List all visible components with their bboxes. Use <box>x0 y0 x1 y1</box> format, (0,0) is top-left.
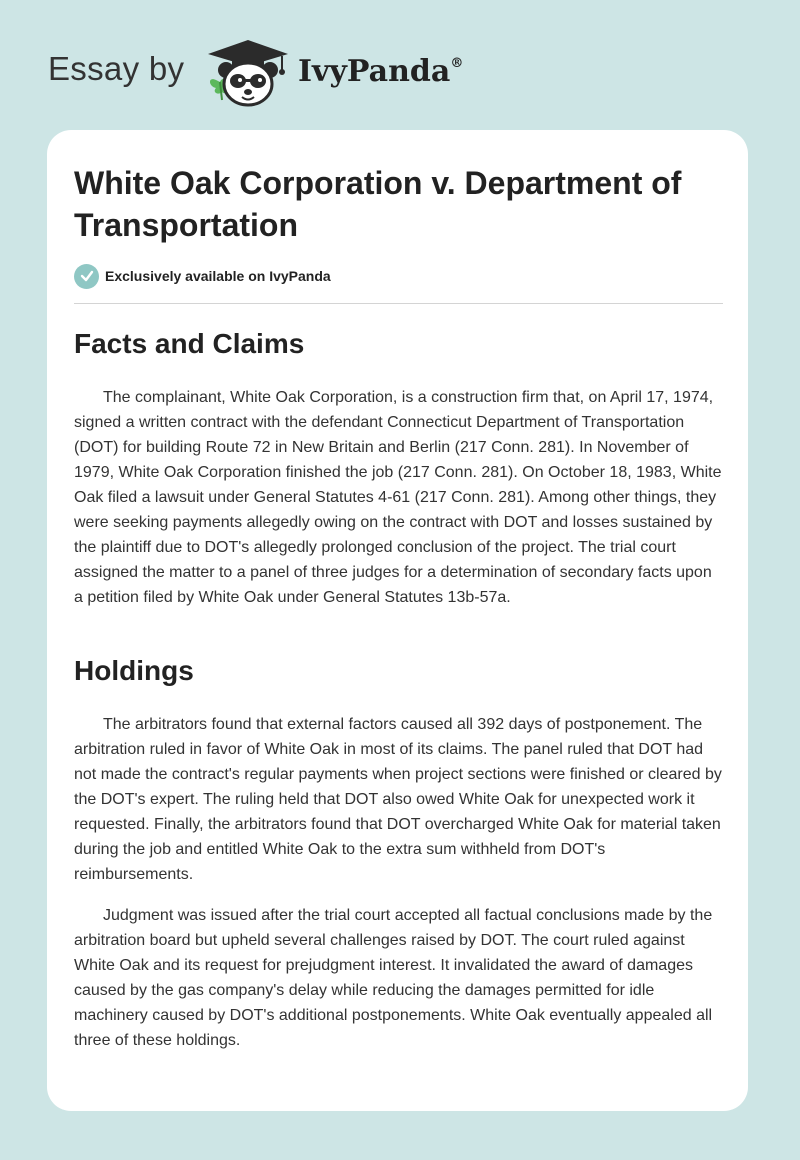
brand-name[interactable]: IvyPanda® <box>298 54 464 89</box>
checkmark-icon <box>74 264 99 289</box>
page-title: White Oak Corporation v. Department of Transportation <box>74 165 682 243</box>
essay-by-label: Essay by <box>48 50 185 87</box>
paragraph-facts: The complainant, White Oak Corporation, is a construction firm that, on April 17, 1974, signed a written contract with the defendant Connecticut Department of Transportation (DOT) for building Route 72 in New Britain and Berlin (217 Conn. 281). In November of 1979, White Oak Corporation finished the job (217 Conn. 281). On October 18, 1983, White Oak filed a lawsuit under General Statutes 4-61 (217 Conn. 281). Among other things, they were seeking payments allegedly owing on the contract with DOT and losses sustained by the plaintiff due to DOT's allegedly prolonged conclusion of the project. The trial court assigned the matter to a panel of three judges for a determination of secondary facts upon a petition filed by White Oak under General Statutes 13b-57a. <box>74 389 722 606</box>
site-header <box>0 0 800 130</box>
section-heading-holdings: Holdings <box>74 655 194 686</box>
section-heading-facts: Facts and Claims <box>74 328 305 359</box>
ivypanda-logo-icon[interactable] <box>202 36 294 108</box>
essay-card <box>47 130 748 1111</box>
exclusive-badge-label: Exclusively available on IvyPanda <box>105 268 331 284</box>
exclusive-badge <box>74 263 331 289</box>
paragraph-holdings-1: The arbitrators found that external factors caused all 392 days of postponement. The arbitration ruled in favor of White Oak in most of its claims. The panel ruled that DOT had not made the contract's regular payments when project sections were finished or cleared by the DOT's expert. The ruling held that DOT also owed White Oak for unexpected work it requested. Finally, the arbitrators found that DOT overcharged White Oak for material taken during the job and entitled White Oak to the extra sum withheld from DOT's reimbursements. <box>74 716 722 883</box>
paragraph-holdings-2: Judgment was issued after the trial court accepted all factual conclusions made by the arbitration board but upheld several challenges raised by DOT. The court ruled against White Oak and its request for prejudgment interest. It invalidated the award of damages caused by the gas company's delay while reducing the damages permitted for idle machinery caused by DOT's additional postponements. White Oak eventually appealed all three of these holdings. <box>74 907 713 1049</box>
title-divider <box>74 303 723 304</box>
